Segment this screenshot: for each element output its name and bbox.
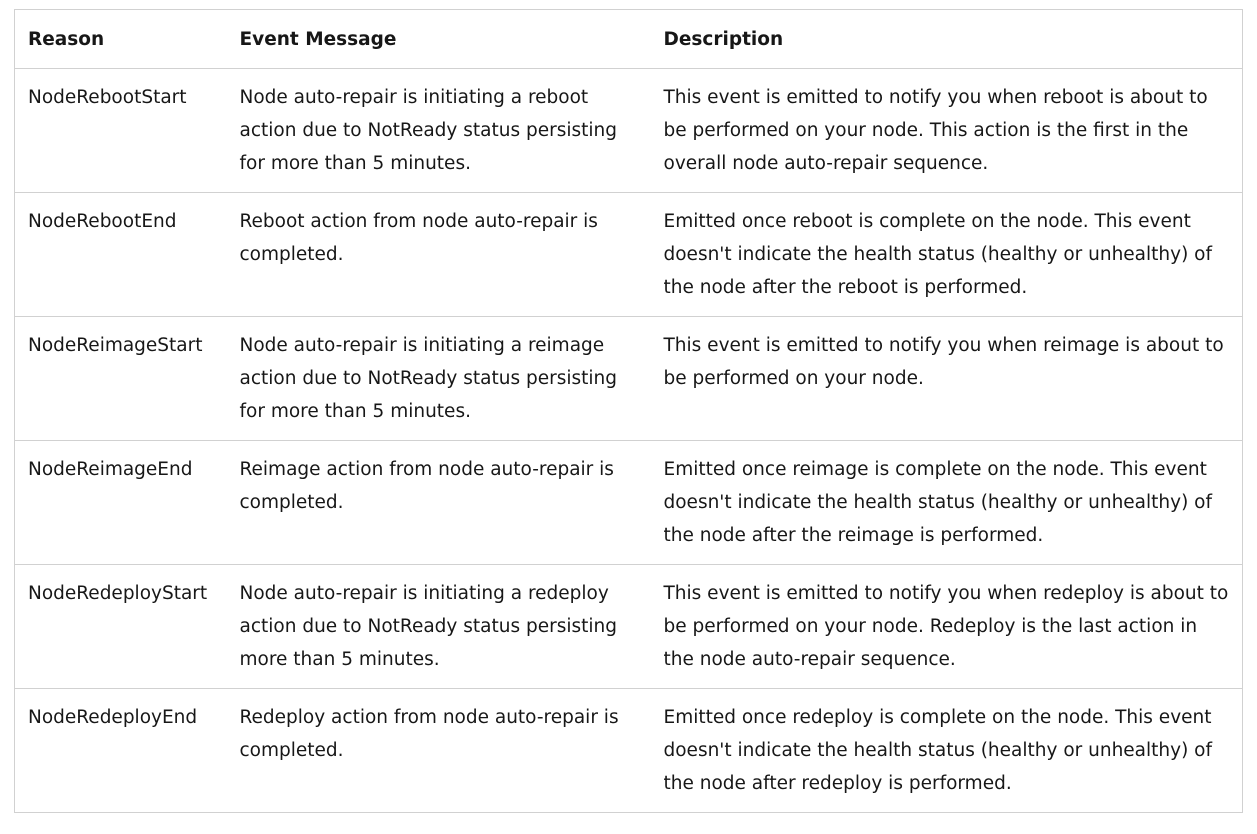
cell-description: Emitted once reboot is complete on the node. This event doesn't indicate the health status (healthy or unhealthy) of the node after the reboot is performed. [651, 193, 1243, 317]
cell-reason: NodeRedeployEnd [15, 689, 227, 813]
cell-event-message: Reboot action from node auto-repair is completed. [227, 193, 651, 317]
cell-reason: NodeReimageEnd [15, 441, 227, 565]
event-table [14, 9, 1243, 813]
cell-description: This event is emitted to notify you when reboot is about to be performed on your node. This action is the first in the overall node auto-repair sequence. [651, 69, 1243, 193]
cell-event-message: Node auto-repair is initiating a reimage action due to NotReady status persisting for more than 5 minutes. [227, 317, 651, 441]
table-row [15, 193, 1243, 317]
cell-description: Emitted once redeploy is complete on the node. This event doesn't indicate the health status (healthy or unhealthy) of the node after redeploy is performed. [651, 689, 1243, 813]
cell-reason: NodeRebootEnd [15, 193, 227, 317]
cell-event-message: Reimage action from node auto-repair is completed. [227, 441, 651, 565]
table-row [15, 317, 1243, 441]
cell-description: This event is emitted to notify you when redeploy is about to be performed on your node. Redeploy is the last action in the node auto-repair sequence. [651, 565, 1243, 689]
cell-reason: NodeReimageStart [15, 317, 227, 441]
cell-description: Emitted once reimage is complete on the node. This event doesn't indicate the health status (healthy or unhealthy) of the node after the reimage is performed. [651, 441, 1243, 565]
table-row [15, 441, 1243, 565]
table-row [15, 565, 1243, 689]
table-header-row [15, 10, 1243, 69]
table-row [15, 689, 1243, 813]
cell-event-message: Node auto-repair is initiating a redeploy action due to NotReady status persisting more than 5 minutes. [227, 565, 651, 689]
cell-description: This event is emitted to notify you when reimage is about to be performed on your node. [651, 317, 1243, 441]
header-description: Description [651, 10, 1243, 69]
cell-reason: NodeRebootStart [15, 69, 227, 193]
event-table-container [14, 9, 1242, 813]
cell-reason: NodeRedeployStart [15, 565, 227, 689]
cell-event-message: Node auto-repair is initiating a reboot action due to NotReady status persisting for more than 5 minutes. [227, 69, 651, 193]
header-reason: Reason [15, 10, 227, 69]
header-event-message: Event Message [227, 10, 651, 69]
cell-event-message: Redeploy action from node auto-repair is completed. [227, 689, 651, 813]
table-row [15, 69, 1243, 193]
